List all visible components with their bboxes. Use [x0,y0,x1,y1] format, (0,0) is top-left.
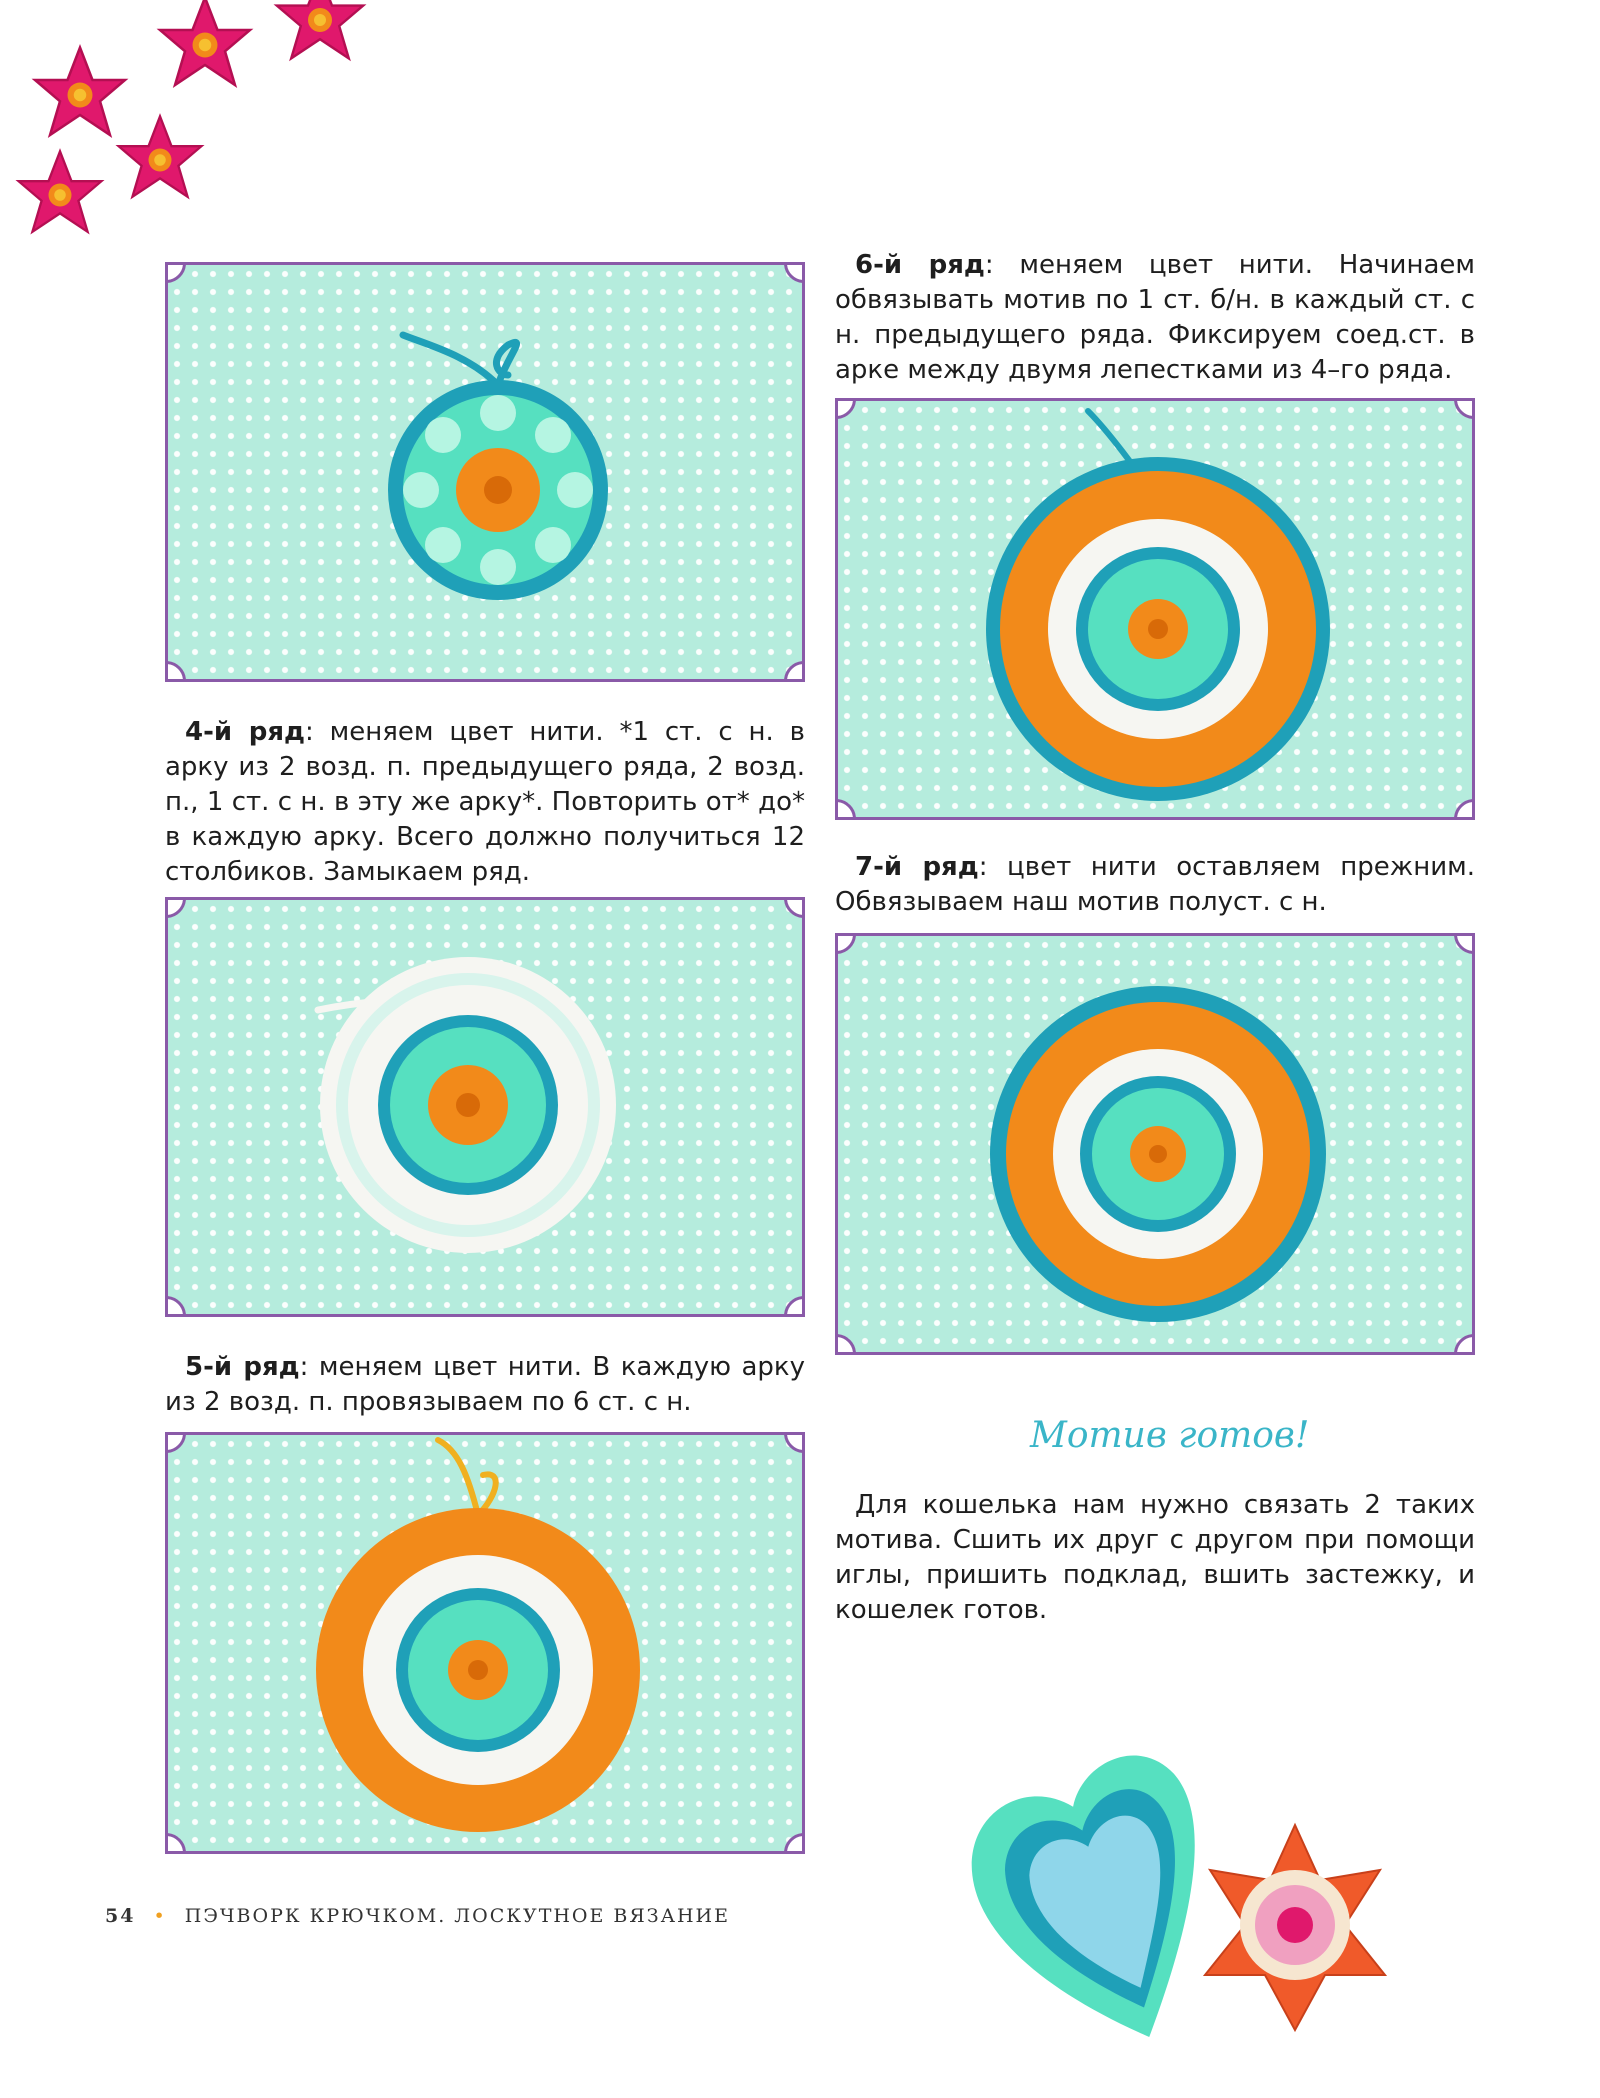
step-row4-text [165,715,805,890]
step-row5-label: 5-й ряд [185,1352,300,1382]
step-row6-label: 6-й ряд [855,250,985,280]
step-row7-label: 7-й ряд [855,852,979,882]
motif-row6-illustration [838,401,1475,820]
decorative-heart-and-star-motifs [960,1740,1410,2070]
photo-row6-motif [835,398,1475,820]
step-row5-body: : меняем цвет нити. В каждую арку из 2 возд. п. провязываем по 6 ст. с н. [165,1352,805,1417]
step-row5-text [165,1350,805,1420]
motif-row4-illustration [168,900,805,1317]
step-row4-label: 4-й ряд [185,717,306,747]
step-row6-body: : меняем цвет нити. Начинаем обвязывать мотив по 1 ст. б/н. в каждый ст. с н. предыдущего ряда. Фиксируем соед.ст. в арке между двумя лепестками из 4–го ряда. [835,250,1475,385]
final-instructions-text: Для кошелька нам нужно связать 2 таких мотива. Сшить их друг с другом при помощи иглы, пришить подклад, вшить застежку, и кошелек готов. [835,1490,1475,1625]
motif-row3-illustration [168,265,805,682]
step-row6-text [835,248,1475,388]
photo-row3-motif [165,262,805,682]
page-number: 54 [105,1905,136,1927]
photo-row7-motif [835,933,1475,1355]
step-row4-body: : меняем цвет нити. *1 ст. с н. в арку из 2 возд. п. предыдущего ряда, 2 возд. п., 1 ст. с н. в эту же арку*. Повторить от* до* в каждую арку. Всего должно получиться 12 столбиков. Замыкаем ряд. [165,717,805,887]
step-row7-text [835,850,1475,920]
photo-row5-motif [165,1432,805,1854]
photo-row4-motif [165,897,805,1317]
footer-separator: • [153,1905,167,1927]
motif-row7-illustration [838,936,1475,1355]
page-footer [105,1905,730,1927]
running-title: ПЭЧВОРК КРЮЧКОМ. ЛОСКУТНОЕ ВЯЗАНИЕ [184,1905,730,1927]
decorative-pink-flowers [0,0,420,260]
motif-row5-illustration [168,1435,805,1854]
step-row7-body: : цвет нити оставляем прежним. Обвязываем наш мотив полуст. с н. [835,852,1475,917]
motif-ready-heading: Мотив готов! [1030,1415,1310,1456]
